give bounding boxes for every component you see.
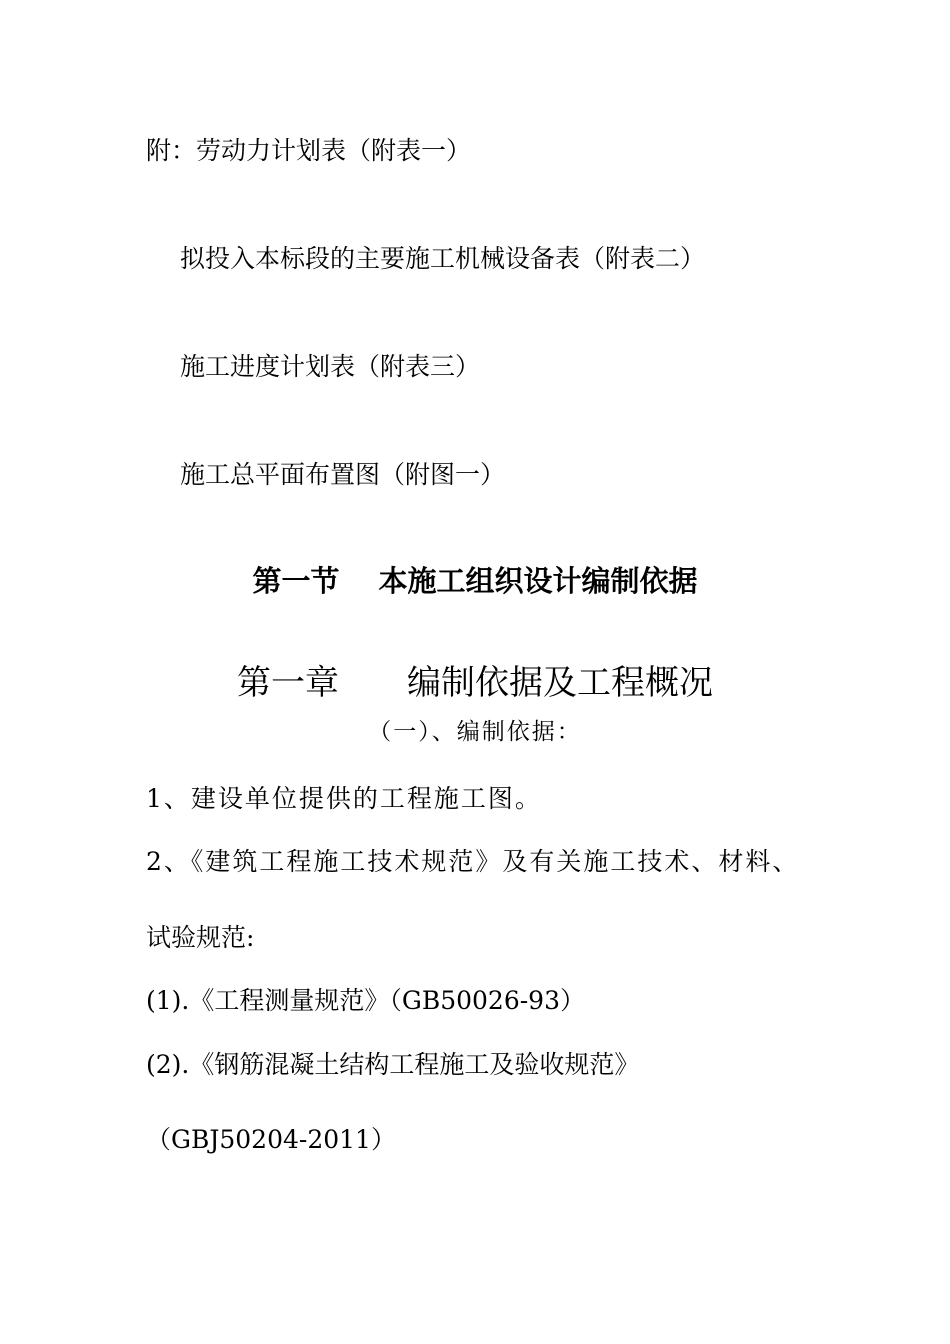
list-item-2: 2、《建筑工程施工技术规范》及有关施工技术、材料、 [146, 847, 800, 876]
appendix-site-layout: 施工总平面布置图（附图一） [180, 460, 506, 489]
list-item-2-continuation: 试验规范: [146, 923, 255, 952]
list-item-1: 1、建设单位提供的工程施工图。 [146, 784, 542, 813]
chapter-title: 第一章 编制依据及工程概况 [237, 663, 713, 703]
appendix-labor-plan: 附：劳动力计划表（附表一） [146, 136, 472, 165]
sub-item-2-continuation: （GBJ50204-2011） [146, 1125, 396, 1154]
subheading-basis: （一）、编制依据： [368, 719, 582, 745]
sub-item-1: (1).《工程测量规范》（GB50026-93） [146, 986, 585, 1015]
section-title: 第一节 本施工组织设计编制依据 [252, 564, 698, 598]
appendix-equipment-table: 拟投入本标段的主要施工机械设备表（附表二） [180, 244, 706, 273]
sub-item-2: (2).《钢筋混凝土结构工程施工及验收规范》 [146, 1050, 640, 1079]
appendix-schedule-table: 施工进度计划表（附表三） [180, 352, 481, 381]
